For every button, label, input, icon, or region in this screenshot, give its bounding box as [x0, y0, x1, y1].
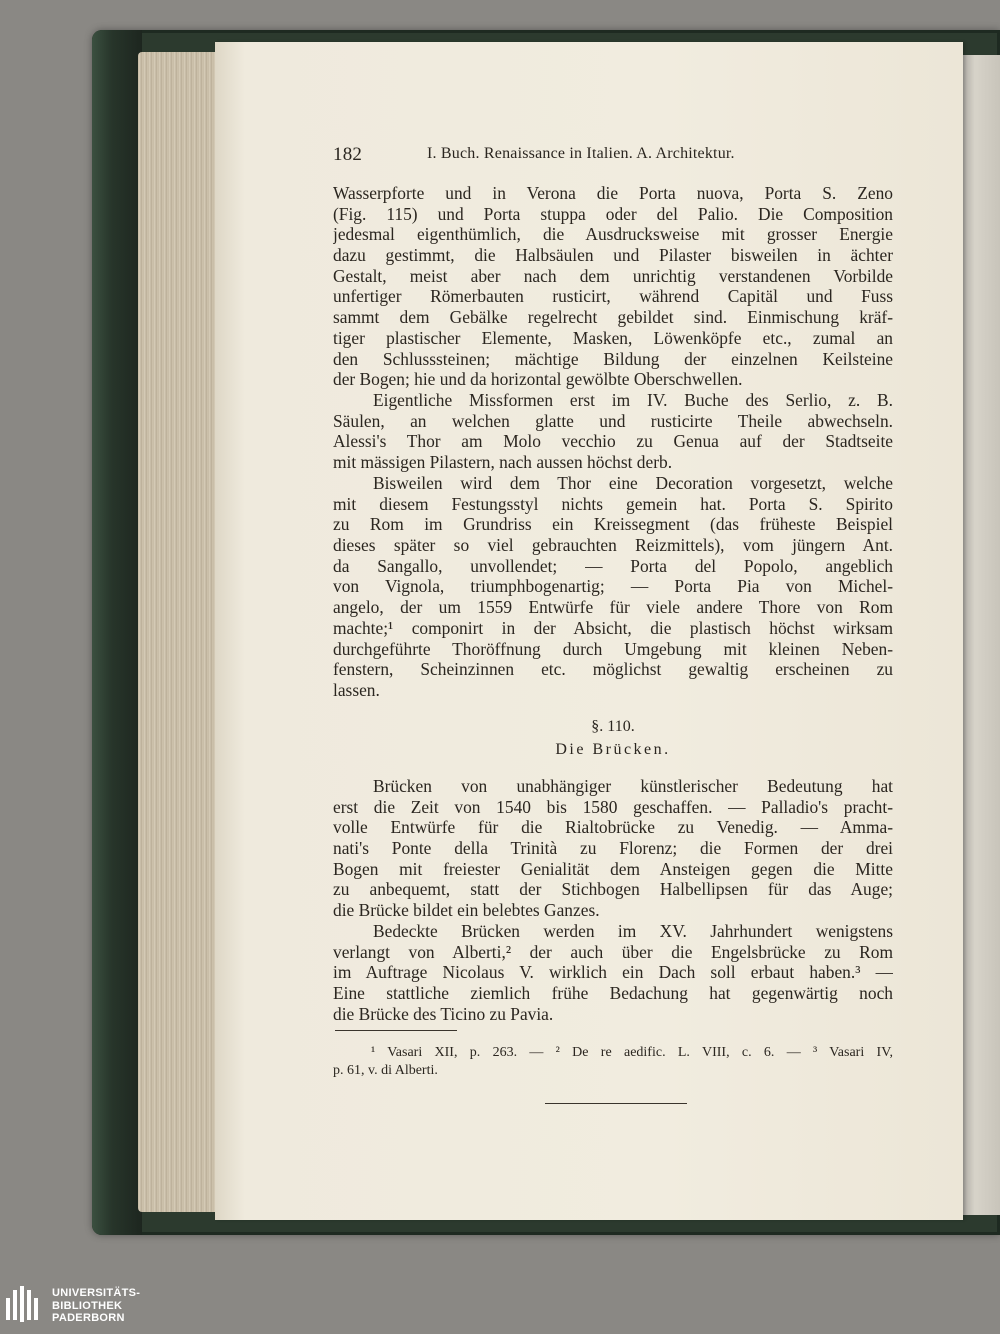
- running-head: I. Buch. Renaissance in Italien. A. Architektur.: [427, 145, 735, 162]
- facing-page-edge: [958, 55, 1000, 1215]
- section-title: Die Brücken.: [555, 741, 671, 758]
- text-line: Bedeckte Brücken werden im XV. Jahrhundert wenigstens: [373, 921, 893, 941]
- text-line: volle Entwürfe für die Rialtobrücke zu Venedig. — Amma-: [333, 817, 893, 838]
- section-number: §. 110.: [591, 718, 635, 735]
- footnote-rule: [335, 1030, 457, 1031]
- text-line: zu Rom im Grundriss ein Kreissegment (das früheste Beispiel: [333, 514, 893, 535]
- text-line: Säulen, an welchen glatte und rusticirte Theile abwechseln.: [333, 410, 893, 431]
- text-line: verlangt von Alberti,² der auch über die Engelsbrücke zu Rom: [333, 941, 893, 962]
- text-line: Gestalt, meist aber nach dem unrichtig verstandenen Vorbilde: [333, 265, 893, 286]
- text-line: unfertiger Römerbauten rusticirt, während Capitäl und Fuss: [333, 286, 893, 307]
- logo-bars-icon: [6, 1286, 40, 1332]
- paragraph-5: [333, 921, 893, 1024]
- text-line: lassen.: [333, 679, 380, 700]
- text-line: Bogen mit freiester Genialität dem Ansteigen gegen die Mitte: [333, 858, 893, 879]
- footnote-line: ¹ Vasari XII, p. 263. — ² De re aedific. L. VIII, c. 6. — ³ Vasari IV,: [371, 1045, 893, 1060]
- text-line: mit diesem Festungsstyl nichts gemein hat. Porta S. Spirito: [333, 493, 893, 514]
- text-line: nati's Ponte della Trinità zu Florenz; die Formen der drei: [333, 838, 893, 859]
- text-line: Eigentliche Missformen erst im IV. Buche des Serlio, z. B.: [373, 390, 893, 410]
- footnote-line: p. 61, v. di Alberti.: [333, 1063, 438, 1078]
- text-line: im Auftrage Nicolaus V. wirklich ein Dach soll erbaut haben.³ —: [333, 962, 893, 983]
- text-line: Wasserpforte und in Verona die Porta nuova, Porta S. Zeno: [333, 183, 893, 203]
- logo-line: UNIVERSITÄTS-: [52, 1287, 141, 1299]
- logo-text: [52, 1287, 140, 1325]
- text-line: mit mässigen Pilastern, nach aussen höchst derb.: [333, 452, 673, 473]
- text-line: durchgeführte Thoröffnung durch Umgebung mit kleinen Neben-: [333, 638, 893, 659]
- logo-line: BIBLIOTHEK: [52, 1299, 123, 1312]
- text-line: tiger plastischer Elemente, Masken, Löwenköpfe etc., zumal an: [333, 327, 893, 348]
- text-line: (Fig. 115) und Porta stuppa oder del Palio. Die Composition: [333, 203, 893, 224]
- book-spine-edge: [92, 30, 142, 1235]
- library-logo: [0, 1284, 160, 1334]
- text-line: fenstern, Scheinzinnen etc. möglichst gewaltig erscheinen zu: [333, 659, 893, 680]
- text-line: Eine stattliche ziemlich frühe Bedachung hat gegenwärtig noch: [333, 983, 893, 1004]
- footnotes: [333, 1044, 893, 1080]
- text-line: jedesmal eigenthümlich, die Ausdrucksweise mit grosser Energie: [333, 224, 893, 245]
- text-line: von Vignola, triumphbogenartig; — Porta Pia von Michel-: [333, 576, 893, 597]
- text-line: dazu gestimmt, die Halbsäulen und Pilaster bisweilen in ächter: [333, 245, 893, 266]
- text-line: sammt dem Gebälke regelrecht gebildet sind. Einmischung kräf-: [333, 307, 893, 328]
- text-line: da Sangallo, unvollendet; — Porta del Popolo, angeblich: [333, 555, 893, 576]
- text-line: Brücken von unabhängiger künstlerischer Bedeutung hat: [373, 776, 893, 796]
- bottom-rule: [545, 1103, 687, 1104]
- page-edges: [138, 52, 220, 1212]
- paragraph-1: [333, 183, 893, 390]
- text-line: Bisweilen wird dem Thor eine Decoration vorgesetzt, welche: [373, 473, 893, 493]
- text-line: die Brücke bildet ein belebtes Ganzes.: [333, 900, 600, 921]
- page-header: [333, 144, 893, 166]
- text-line: angelo, der um 1559 Entwürfe für viele andere Thore von Rom: [333, 597, 893, 618]
- page-number: 182: [333, 144, 363, 165]
- text-line: zu anbequemt, statt der Stichbogen Halbellipsen für das Auge;: [333, 879, 893, 900]
- paragraph-2: [333, 390, 893, 473]
- text-line: Alessi's Thor am Molo vecchio zu Genua auf der Stadtseite: [333, 431, 893, 452]
- paragraph-4: [333, 776, 893, 921]
- text-line: machte;¹ componirt in der Absicht, die plastisch höchst wirksam: [333, 617, 893, 638]
- text-line: die Brücke des Ticino zu Pavia.: [333, 1003, 554, 1024]
- text-line: der Bogen; hie und da horizontal gewölbte Oberschwellen.: [333, 369, 743, 390]
- text-line: den Schlusssteinen; mächtige Bildung der einzelnen Keilsteine: [333, 348, 893, 369]
- text-line: dieses später so viel gebrauchten Reizmittels), vom jüngern Ant.: [333, 535, 893, 556]
- paragraph-3: [333, 473, 893, 701]
- logo-line: PADERBORN: [52, 1312, 125, 1324]
- text-line: erst die Zeit von 1540 bis 1580 geschaffen. — Palladio's pracht-: [333, 796, 893, 817]
